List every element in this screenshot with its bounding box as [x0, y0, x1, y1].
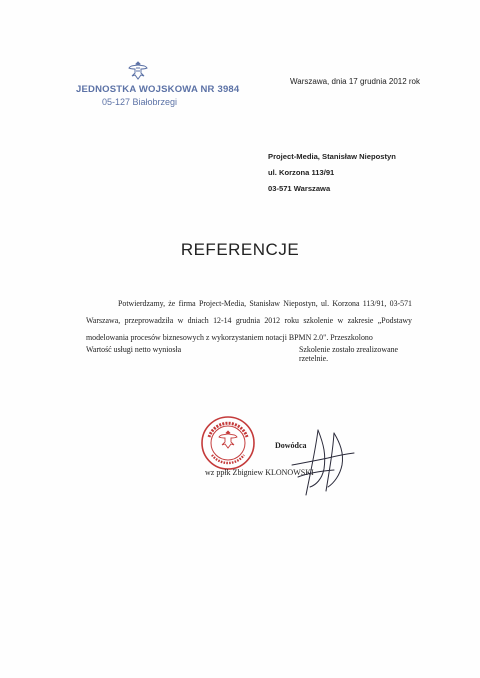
- recipient-city: 03-571 Warszawa: [268, 184, 331, 193]
- round-seal-icon: [200, 415, 256, 471]
- eagle-emblem-icon: [127, 60, 149, 82]
- document-title: REFERENCJE: [180, 240, 300, 259]
- recipient-street: ul. Korzona 113/91: [268, 168, 335, 177]
- unit-address-stamp: 05-127 Białobrzegi: [102, 97, 178, 107]
- body-paragraph-block: [86, 295, 412, 346]
- closing-sentence: Szkolenie zostało zrealizowane rzetelnie.: [299, 345, 399, 363]
- signatory-role: Dowódca: [275, 441, 307, 450]
- value-label: Wartość usługi netto wyniosła: [86, 345, 182, 354]
- signatory-name: wz ppłk Zbigniew KLONOWSKI: [205, 468, 314, 477]
- recipient-name: Project-Media, Stanisław Niepostyn: [268, 152, 396, 161]
- handwritten-signature: [288, 425, 358, 500]
- unit-name-stamp: JEDNOSTKA WOJSKOWA NR 3984: [76, 84, 240, 95]
- body-paragraph: Potwierdzamy, że firma Project-Media, Stanisław Niepostyn, ul. Korzona 113/91, 03-571 Warszawa, przeprowadziła w dniach 12-14 grudnia 2012 roku szkolenie w zakresie „Podstawy modelowania procesów biznesowych z wykorzystaniem notacji BPMN 2.0". Przeszkolono: [86, 299, 412, 342]
- date-line: Warszawa, dnia 17 grudnia 2012 rok: [290, 77, 420, 86]
- value-line: [86, 345, 412, 362]
